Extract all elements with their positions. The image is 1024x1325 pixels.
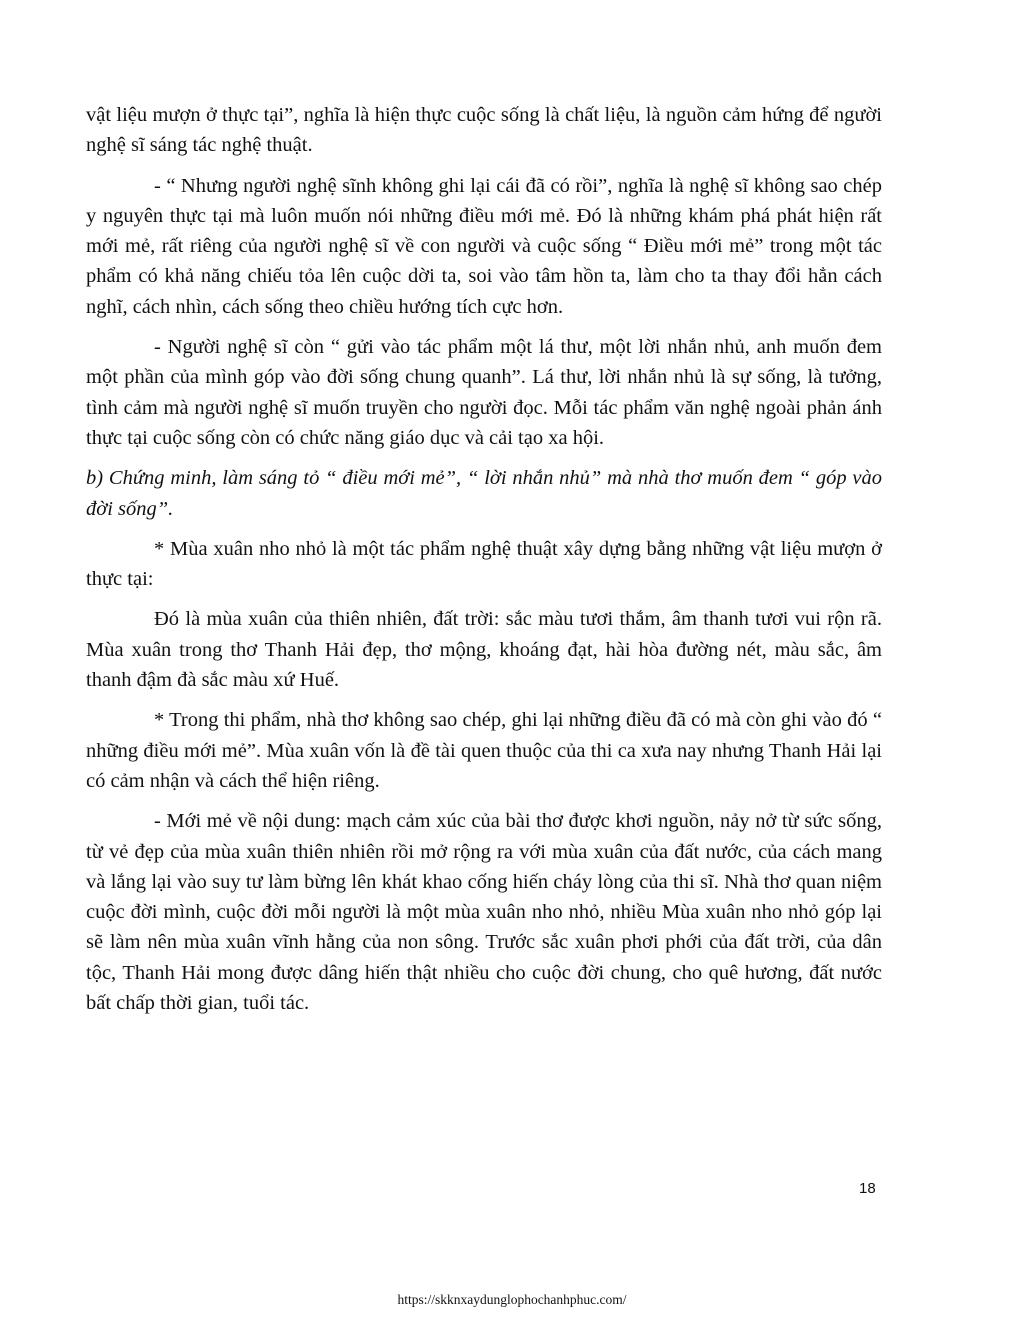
paragraph-3: - Người nghệ sĩ còn “ gửi vào tác phẩm một lá thư, một lời nhắn nhủ, anh muốn đem một phần của mình góp vào đời sống chung quanh”. Lá thư, lời nhắn nhủ là sự sống, là tưởng, tình cảm mà người nghệ sĩ muốn truyền cho người đọc. Mỗi tác phẩm văn nghệ ngoài phản ánh thực tại cuộc sống còn có chức năng giáo dục và cải tạo xa hội.: [86, 336, 882, 449]
paragraph-1: vật liệu mượn ở thực tại”, nghĩa là hiện thực cuộc sống là chất liệu, là nguồn cảm hứng để người nghệ sĩ sáng tác nghệ thuật.: [86, 104, 882, 157]
footer-url[interactable]: https://skknxaydunglophochanhphuc.com/: [397, 1292, 627, 1307]
paragraph-6: Đó là mùa xuân của thiên nhiên, đất trời: sắc màu tươi thắm, âm thanh tươi vui rộn rã. Mùa xuân trong thơ Thanh Hải đẹp, thơ mộng, khoáng đạt, hài hòa đường nét, màu sắc, âm thanh đậm đà sắc màu xứ Huế.: [86, 608, 882, 692]
paragraph-8: - Mới mẻ về nội dung: mạch cảm xúc của bài thơ được khơi nguồn, nảy nở từ sức sống, từ vẻ đẹp của mùa xuân thiên nhiên rồi mở rộng ra với mùa xuân của đất nước, của cách mang và lắng lại vào suy tư làm bừng lên khát khao cống hiến cháy lòng của thi sĩ. Nhà thơ quan niệm cuộc đời mình, cuộc đời mỗi người là một mùa xuân nho nhỏ, nhiều Mùa xuân nho nhỏ góp lại sẽ làm nên mùa xuân vĩnh hằng của non sông. Trước sắc xuân phơi phới của đất trời, của dân tộc, Thanh Hải mong được dâng hiến thật nhiều cho cuộc đời chung, cho quê hương, đất nước bất chấp thời gian, tuổi tác.: [86, 810, 882, 1015]
paragraph-2: - “ Nhưng người nghệ sĩnh không ghi lại cái đã có rồi”, nghĩa là nghệ sĩ không sao chép y nguyên thực tại mà luôn muốn nói những điều mới mẻ. Đó là những khám phá phát hiện rất mới mẻ, rất riêng của người nghệ sĩ về con người và cuộc sống “ Điều mới mẻ” trong một tác phẩm có khả năng chiếu tỏa lên cuộc dời ta, soi vào tâm hồn ta, làm cho ta thay đổi hẳn cách nghĩ, cách nhìn, cách sống theo chiều hướng tích cực hơn.: [86, 174, 882, 318]
section-heading: b) Chứng minh, làm sáng tỏ “ điều mới mẻ”, “ lời nhắn nhủ” mà nhà thơ muốn đem “ góp vào đời sống”.: [86, 467, 882, 520]
paragraph-5: * Mùa xuân nho nhỏ là một tác phẩm nghệ thuật xây dựng bằng những vật liệu mượn ở thực tại:: [86, 537, 882, 591]
document-body: [86, 100, 882, 1028]
page-number: 18: [859, 1180, 876, 1197]
paragraph-7: * Trong thi phẩm, nhà thơ không sao chép, ghi lại những điều đã có mà còn ghi vào đó “ những điều mới mẻ”. Mùa xuân vốn là đề tài quen thuộc của thi ca xưa nay nhưng Thanh Hải lại có cảm nhận và cách thể hiện riêng.: [86, 709, 882, 792]
